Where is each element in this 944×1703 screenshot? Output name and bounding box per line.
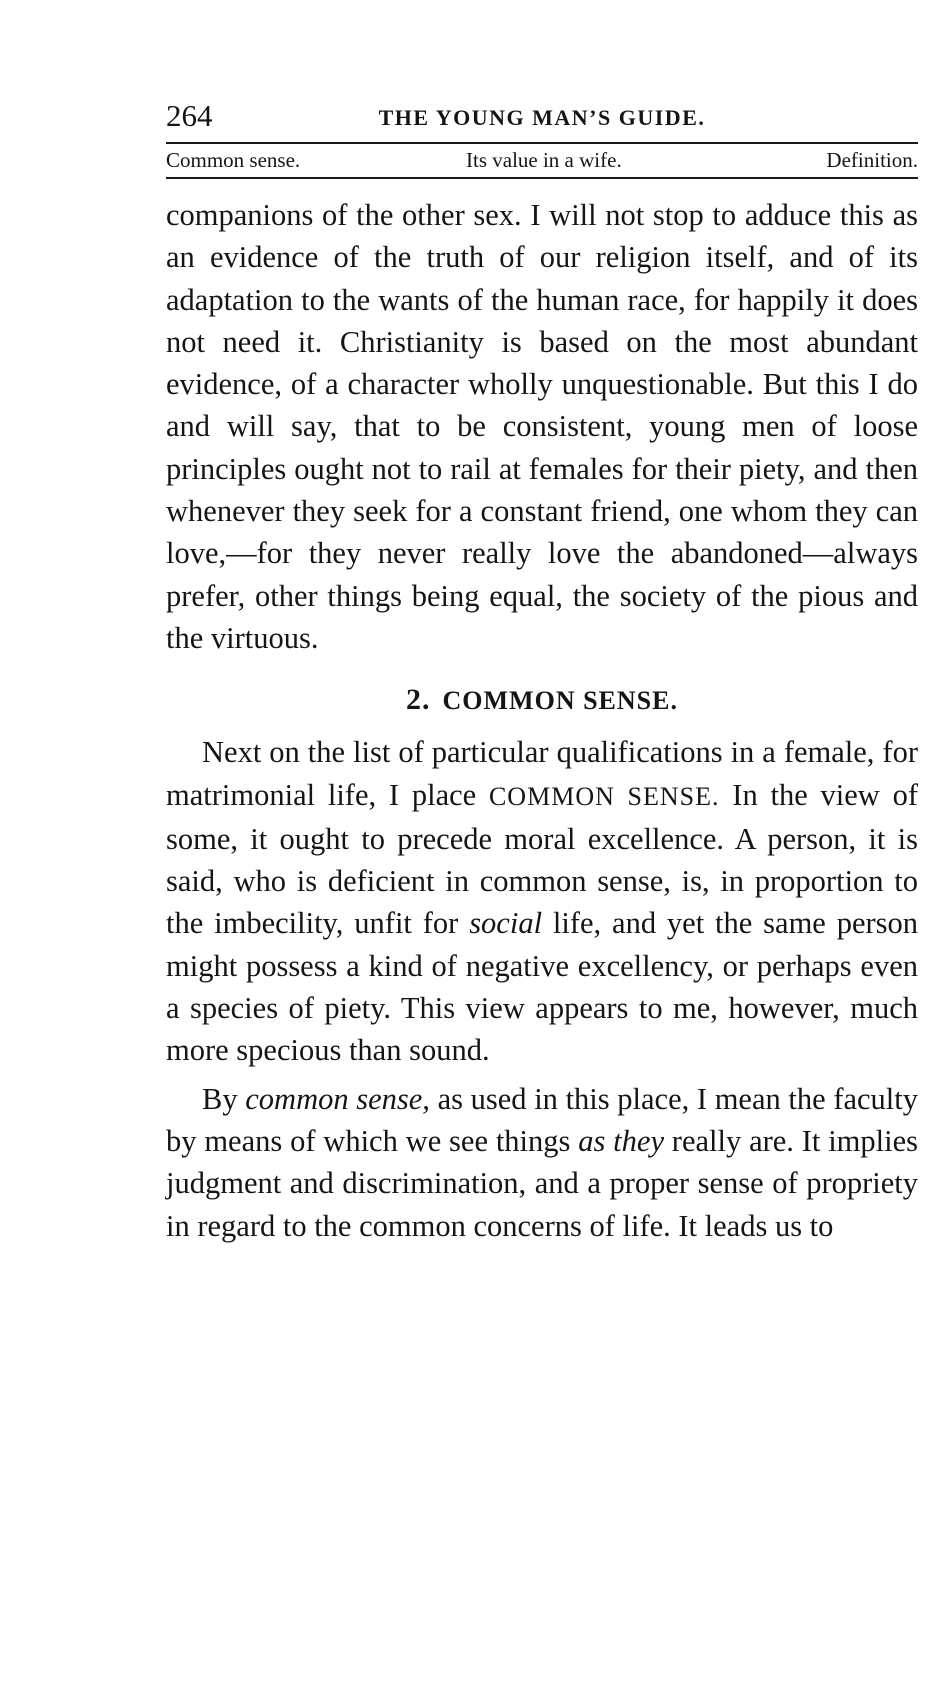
header-rule-bottom — [166, 177, 918, 179]
emphasis-common-sense-italic: common sense, — [245, 1081, 430, 1116]
topic-definition: Definition. — [826, 148, 918, 172]
topic-value-in-wife: Its value in a wife. — [466, 148, 622, 172]
topic-line — [166, 144, 918, 177]
paragraph-common-sense: Next on the list of particular qualifications in a female, for matrimonial life, I place COMMON SENSE. In the view of some, it ought to precede moral excellence. A person, it is said, who is deficient in common sense, is, in proportion to the imbecility, unfit for social life, and yet the same person might possess a kind of negative excellency, or perhaps even a species of piety. This view appears to me, however, much more specious than sound. — [166, 735, 919, 1068]
section-number: 2. — [406, 683, 431, 717]
page-number: 264 — [166, 98, 213, 133]
running-head — [166, 96, 918, 140]
emphasis-as-they: as they — [578, 1123, 664, 1158]
body-text — [166, 194, 918, 1247]
paragraph-continuation: companions of the other sex. I will not stop to adduce this as an evidence of the truth of our religion itself, and of its adaptation to the wants of the human race, for happily it does not need it. Christianity is based on the most abundant evidence, of a character wholly unquestionable. But this I do and will say, that to be consistent, young men of loose principles ought not to rail at females for their piety, and then whenever they seek for a constant friend, one whom they can love,—for they never really love the abandoned—always prefer, other things being equal, the society of the pious and the virtuous. — [166, 198, 918, 655]
emphasis-social: social — [469, 906, 543, 941]
section-heading — [166, 679, 918, 723]
book-title: THE YOUNG MAN’S GUIDE. — [378, 105, 706, 130]
topic-common-sense: Common sense. — [166, 148, 301, 172]
book-page — [166, 96, 918, 1247]
emphasis-common-sense: COMMON SENSE. — [488, 781, 720, 811]
section-title: COMMON SENSE. — [442, 686, 678, 716]
paragraph-definition: By common sense, as used in this place, I mean the faculty by means of which we see things as they really are. It implies judgment and discrimination, and a proper sense of propriety in regard to the common concerns of life. It leads us to — [166, 1081, 919, 1243]
